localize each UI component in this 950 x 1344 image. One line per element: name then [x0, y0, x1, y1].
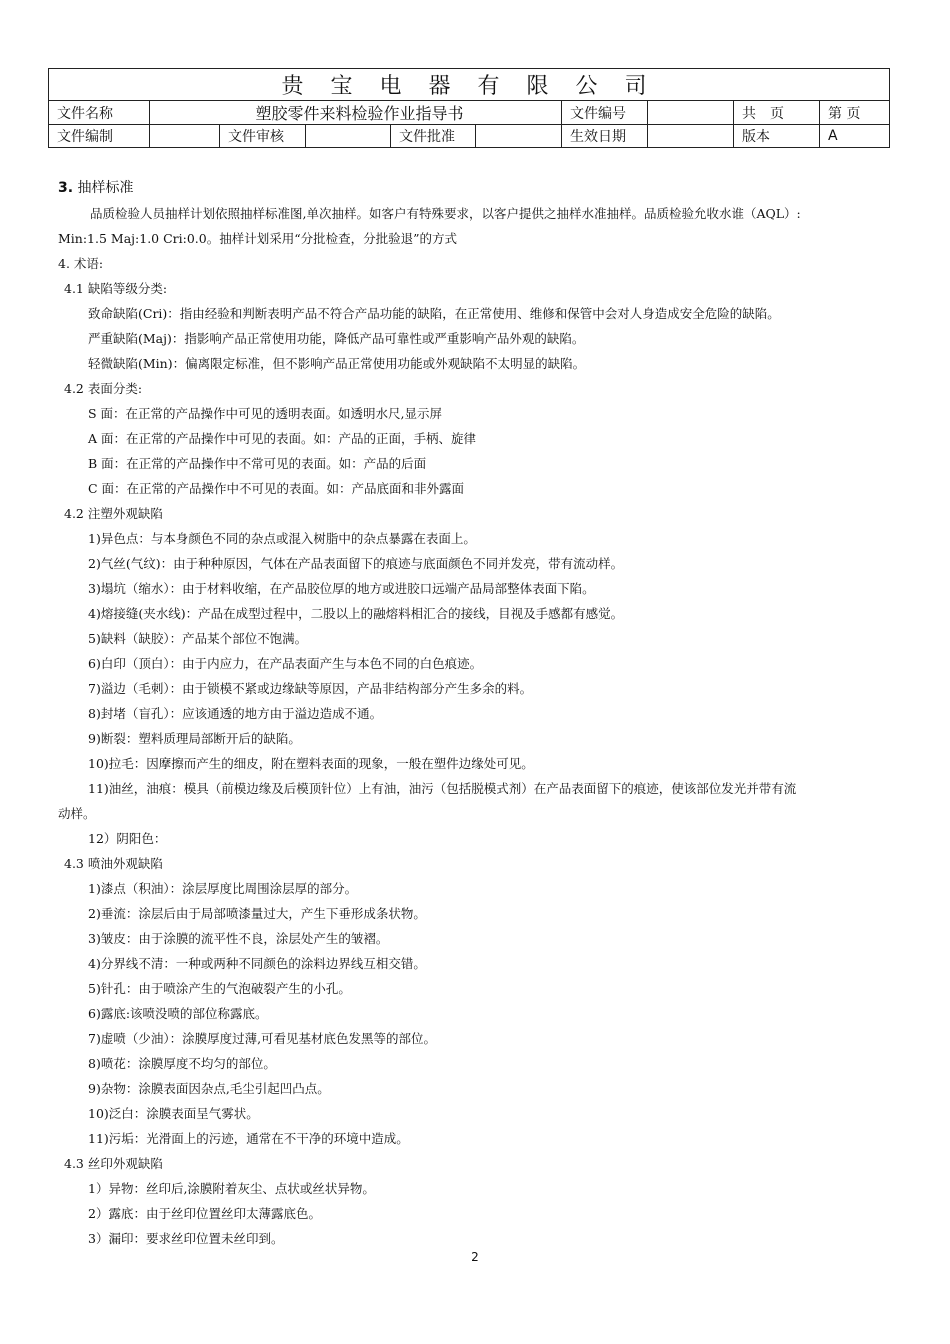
- company-name: 贵 宝 电 器 有 限 公 司: [49, 69, 890, 101]
- subsection-heading: 4.2 注塑外观缺陷: [64, 506, 163, 521]
- section-heading-terms: 4. 术语:: [58, 256, 104, 271]
- doc-name-value: 塑胶零件来料检验作业指导书: [150, 101, 562, 125]
- paragraph: Min:1.5 Maj:1.0 Cri:0.0。抽样计划采用“分批检查，分批验退”的方式: [58, 231, 458, 246]
- list-item: 5)针孔：由于喷涂产生的气泡破裂产生的小孔。: [88, 981, 351, 996]
- list-item: S 面：在正常的产品操作中可见的透明表面。如透明水尺,显示屏: [88, 406, 443, 421]
- list-item: 10)泛白：涂膜表面呈气雾状。: [88, 1106, 259, 1121]
- effective-date-value: [648, 125, 734, 148]
- version-label: 版本: [734, 125, 820, 148]
- list-item: 7)溢边（毛刺）：由于锁模不紧或边缘缺等原因，产品非结构部分产生多余的料。: [88, 681, 533, 696]
- list-item: 轻微缺陷(Min)：偏离限定标准，但不影响产品正常使用功能或外观缺陷不太明显的缺陷。: [88, 356, 586, 371]
- doc-name-label: 文件名称: [49, 101, 150, 125]
- list-item: 11)污垢：光滑面上的污迹，通常在不干净的环境中造成。: [88, 1131, 409, 1146]
- reviewed-by-label: 文件审核: [220, 125, 306, 148]
- list-item: 12）阴阳色：: [88, 831, 167, 846]
- effective-date-label: 生效日期: [562, 125, 648, 148]
- list-item: 3)皱皮：由于涂膜的流平性不良，涂层处产生的皱褶。: [88, 931, 389, 946]
- list-item: 4)熔接缝(夹水线)：产品在成型过程中，二股以上的融熔料相汇合的接线，目视及手感都有感觉。: [88, 606, 624, 621]
- list-item: 2）露底：由于丝印位置丝印太薄露底色。: [88, 1206, 321, 1221]
- paragraph: 品质检验人员抽样计划依照抽样标准图,单次抽样。如客户有特殊要求，以客户提供之抽样水准抽样。品质检验允收水谁（AQL）:: [90, 206, 801, 221]
- subsection-heading: 4.3 丝印外观缺陷: [64, 1156, 163, 1171]
- list-item: 9)杂物：涂膜表面因杂点,毛尘引起凹凸点。: [88, 1081, 330, 1096]
- prepared-by-value: [150, 125, 220, 148]
- list-item: 2)垂流：涂层后由于局部喷漆量过大，产生下垂形成条状物。: [88, 906, 426, 921]
- list-item: 9)断裂：塑料质理局部断开后的缺陷。: [88, 731, 301, 746]
- list-item: 3）漏印：要求丝印位置未丝印到。: [88, 1231, 284, 1246]
- subsection-heading: 4.3 喷油外观缺陷: [64, 856, 163, 871]
- list-item: 严重缺陷(Maj)：指影响产品正常使用功能，降低产品可靠性或严重影响产品外观的缺陷。: [88, 331, 585, 346]
- list-item: 1)异色点：与本身颜色不同的杂点或混入树脂中的杂点暴露在表面上。: [88, 531, 476, 546]
- doc-no-value: [648, 101, 734, 125]
- prepared-by-label: 文件编制: [49, 125, 150, 148]
- list-item: 8)封堵（盲孔）：应该通透的地方由于溢边造成不通。: [88, 706, 383, 721]
- list-item: C 面：在正常的产品操作中不可见的表面。如：产品底面和非外露面: [88, 481, 465, 496]
- list-item: 3)塌坑（缩水）：由于材料收缩，在产品胶位厚的地方或进胶口远端产品局部整体表面下陷。: [88, 581, 595, 596]
- approved-by-label: 文件批准: [391, 125, 476, 148]
- list-item: 致命缺陷(Cri)：指由经验和判断表明产品不符合产品功能的缺陷，在正常使用、维修和保管中会对人身造成安全危险的缺陷。: [88, 306, 780, 321]
- list-item: 4)分界线不清：一种或两种不同颜色的涂料边界线互相交错。: [88, 956, 426, 971]
- document-body: [58, 176, 898, 1251]
- version-value: A: [820, 125, 890, 148]
- section-number: 3.: [58, 180, 74, 196]
- list-item: 7)虚喷（少油）：涂膜厚度过薄,可看见基材底色发黑等的部位。: [88, 1031, 437, 1046]
- document-header-table: [48, 68, 890, 148]
- total-pages-label: 共 页: [734, 101, 820, 125]
- section-heading-sampling: [58, 176, 898, 201]
- list-item: A 面：在正常的产品操作中可见的表面。如：产品的正面，手柄、旋律: [88, 431, 477, 446]
- list-item: 1)漆点（积油）：涂层厚度比周围涂层厚的部分。: [88, 881, 358, 896]
- list-item: 5)缺料（缺胶）：产品某个部位不饱满。: [88, 631, 308, 646]
- list-item: 10)拉毛：因摩擦而产生的细皮，附在塑料表面的现象，一般在塑件边缘处可见。: [88, 756, 534, 771]
- list-item: 2)气丝(气纹)：由于种种原因，气体在产品表面留下的痕迹与底面颜色不同并发亮，带有流动样。: [88, 556, 624, 571]
- list-item-continuation: 动样。: [58, 806, 96, 821]
- approved-by-value: [476, 125, 562, 148]
- subsection-heading: 4.1 缺陷等级分类:: [64, 281, 168, 296]
- page-number: 2: [471, 1250, 479, 1264]
- doc-no-label: 文件编号: [562, 101, 648, 125]
- subsection-heading: 4.2 表面分类:: [64, 381, 143, 396]
- list-item: B 面：在正常的产品操作中不常可见的表面。如：产品的后面: [88, 456, 427, 471]
- list-item: 11)油丝，油痕：模具（前模边缘及后模顶针位）上有油，油污（包括脱模式剂）在产品表面留下的痕迹，使该部位发光并带有流: [88, 781, 797, 796]
- list-item: 6)露底:该喷没喷的部位称露底。: [88, 1006, 268, 1021]
- list-item: 8)喷花：涂膜厚度不均匀的部位。: [88, 1056, 276, 1071]
- page-label: 第 页: [820, 101, 890, 125]
- list-item: 6)白印（顶白）：由于内应力，在产品表面产生与本色不同的白色痕迹。: [88, 656, 483, 671]
- reviewed-by-value: [306, 125, 391, 148]
- section-title: 抽样标准: [77, 180, 134, 196]
- list-item: 1）异物：丝印后,涂膜附着灰尘、点状或丝状异物。: [88, 1181, 375, 1196]
